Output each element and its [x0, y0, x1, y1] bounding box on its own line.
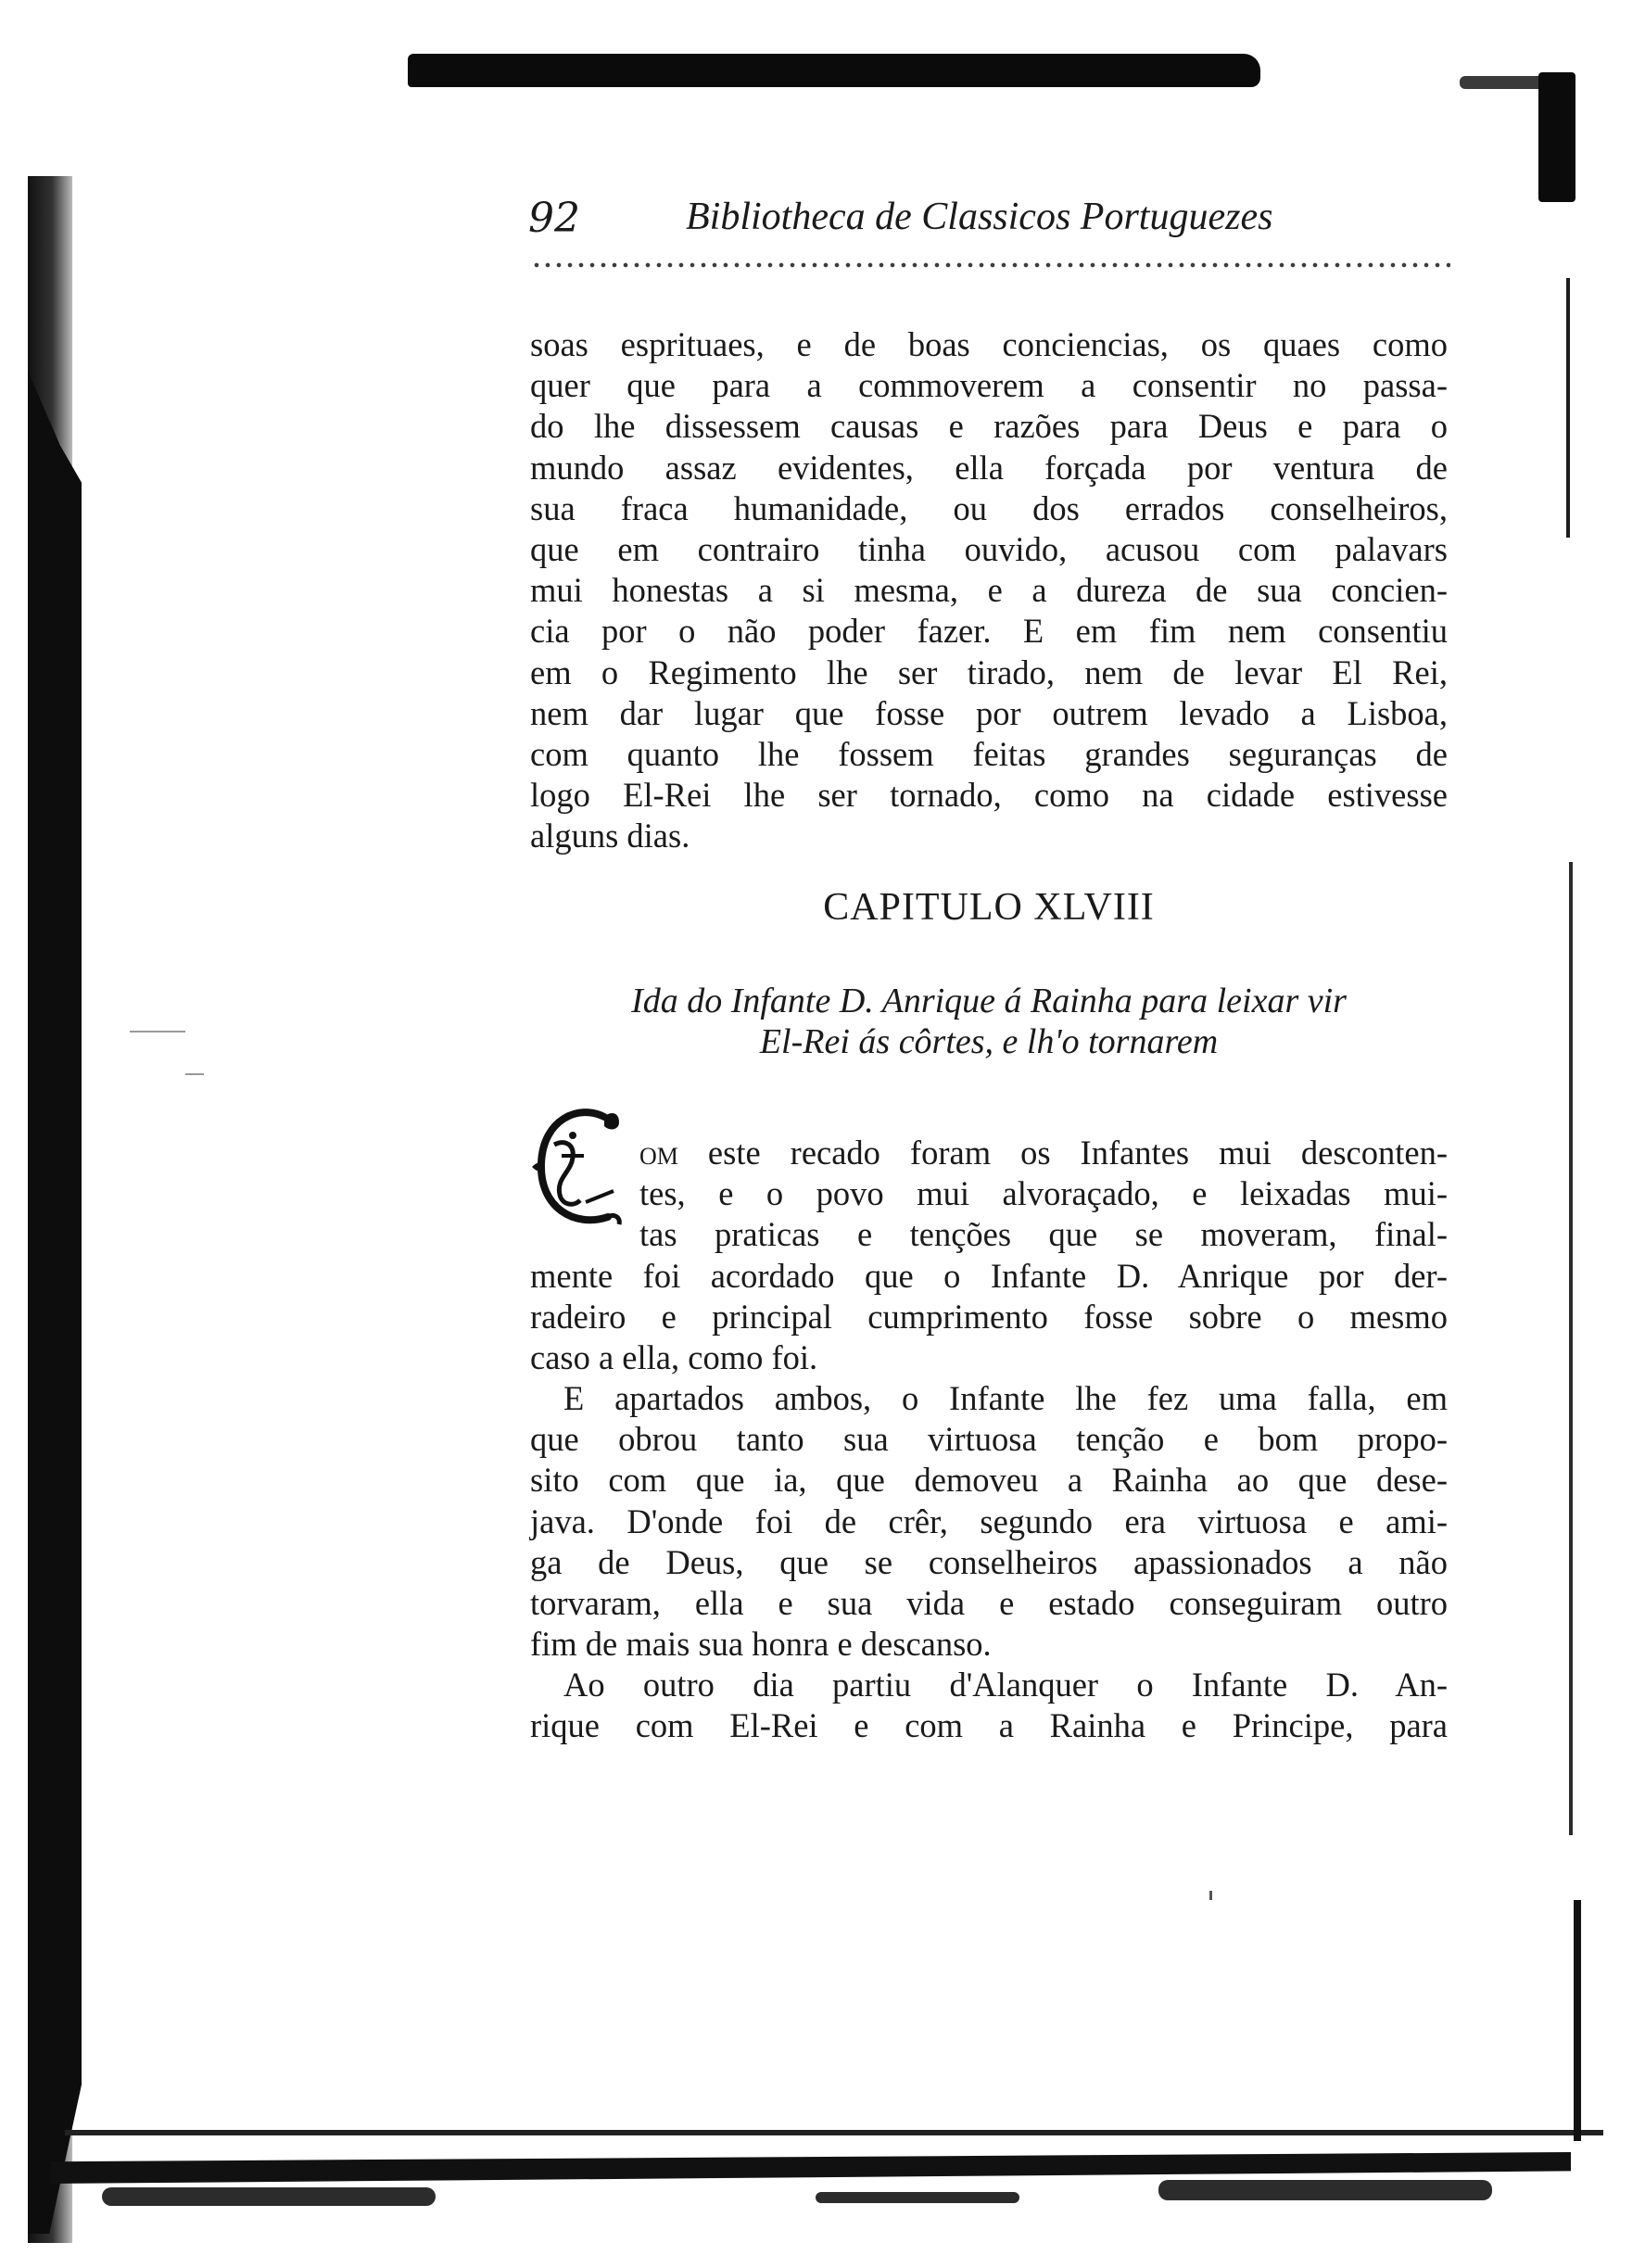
- text-line: E apartados ambos, o Infante lhe fez uma falla, em: [563, 1379, 1448, 1417]
- text-line: em o Regimento lhe ser tirado, nem de levar El Rei,: [530, 653, 1448, 691]
- text-line: [639, 1133, 1448, 1173]
- paragraph-1-continued: [530, 1256, 1448, 1379]
- text-line: caso a ella, como foi.: [530, 1338, 818, 1377]
- header-rule: [533, 261, 1450, 269]
- scan-edge-right-lower: [1574, 1900, 1581, 2141]
- scan-smudge-bottom-center: [816, 2192, 1019, 2203]
- text-line: java. D'onde foi de crêr, segundo era virtuosa e ami-: [530, 1501, 1448, 1540]
- scan-edge-right-middle: [1569, 862, 1573, 1835]
- scan-edge-right-upper: [1566, 278, 1570, 538]
- scan-speck: [185, 1073, 204, 1075]
- text-line: do lhe dissessem causas e razões para Deus e para o: [530, 407, 1448, 446]
- page-number: 92: [528, 195, 580, 242]
- text-line: soas esprituaes, e de boas conciencias, os quaes como: [530, 325, 1448, 363]
- text-line: com quanto lhe fossem feitas grandes seguranças de: [530, 735, 1448, 774]
- text-line: mundo assaz evidentes, ella forçada por ventura de: [530, 448, 1448, 487]
- text-line: ga de Deus, que se conselheiros apassionados a não: [530, 1542, 1448, 1581]
- continuation-paragraph: [530, 324, 1448, 857]
- paragraph-with-dropcap: [639, 1133, 1448, 1256]
- page-header: [528, 195, 1446, 260]
- text-line: tes, e o povo mui alvoraçado, e leixadas mui-: [639, 1174, 1448, 1213]
- text-line: fim de mais sua honra e descanso.: [530, 1625, 992, 1664]
- paragraph-2: [530, 1378, 1448, 1665]
- dropcap-letter-c: [528, 1098, 630, 1235]
- scan-border-bottom: [51, 2152, 1571, 2184]
- text-line: mente foi acordado que o Infante D. Anrique por der-: [530, 1257, 1448, 1295]
- text-line: que em contrairo tinha ouvido, acusou com palavars: [530, 530, 1448, 569]
- text-line: tas praticas e tenções que se moveram, final-: [639, 1215, 1448, 1254]
- scan-border-top: [408, 54, 1260, 87]
- scan-speck: [130, 1031, 185, 1033]
- paragraph-3: [530, 1665, 1448, 1746]
- scan-border-bottom-line: [65, 2130, 1603, 2135]
- scan-speck: [1209, 1891, 1212, 1900]
- running-title: Bibliotheca de Classicos Portuguezes: [686, 196, 1273, 238]
- chapter-subtitle-line: El-Rei ás côrtes, e lh'o tornarem: [759, 1022, 1219, 1061]
- scan-border-top-right: [1538, 72, 1575, 202]
- text-line: Ao outro dia partiu d'Alanquer o Infante D. An-: [563, 1666, 1448, 1704]
- scan-smudge-bottom-left: [102, 2187, 436, 2206]
- text-fragment: este recado foram os Infantes mui desconten-: [677, 1134, 1448, 1172]
- text-line: nem dar lugar que fosse por outrem levado a Lisboa,: [530, 693, 1448, 732]
- text-line: que obrou tanto sua virtuosa tenção e bom propo-: [530, 1420, 1448, 1459]
- dropcap-ornament: [528, 1098, 630, 1235]
- scan-fold-left: [28, 371, 82, 2234]
- chapter-subtitle: [530, 981, 1448, 1062]
- text-line: torvaram, ella e sua vida e estado conseguiram outro: [530, 1584, 1448, 1623]
- text-line: rique com El-Rei e com a Rainha e Principe, para: [530, 1706, 1448, 1745]
- scan-smudge-bottom-right: [1158, 2180, 1492, 2200]
- text-line: logo El-Rei lhe ser tornado, como na cidade estivesse: [530, 776, 1448, 815]
- text-line: sua fraca humanidade, ou dos errados conselheiros,: [530, 488, 1448, 527]
- first-word-smallcaps: om: [639, 1134, 678, 1172]
- text-line: quer que para a commoverem a consentir no passa-: [530, 366, 1448, 405]
- text-line: alguns dias.: [530, 817, 690, 855]
- text-line: cia por o não poder fazer. E em fim nem consentiu: [530, 612, 1448, 651]
- chapter-title: CAPITULO XLVIII: [823, 886, 1155, 929]
- text-line: mui honestas a si mesma, e a dureza de sua concien-: [530, 571, 1448, 610]
- text-line: sito com que ia, que demoveu a Rainha ao que dese-: [530, 1461, 1448, 1500]
- text-line: radeiro e principal cumprimento fosse sobre o mesmo: [530, 1298, 1448, 1337]
- chapter-subtitle-line: Ida do Infante D. Anrique á Rainha para leixar vir: [631, 982, 1347, 1020]
